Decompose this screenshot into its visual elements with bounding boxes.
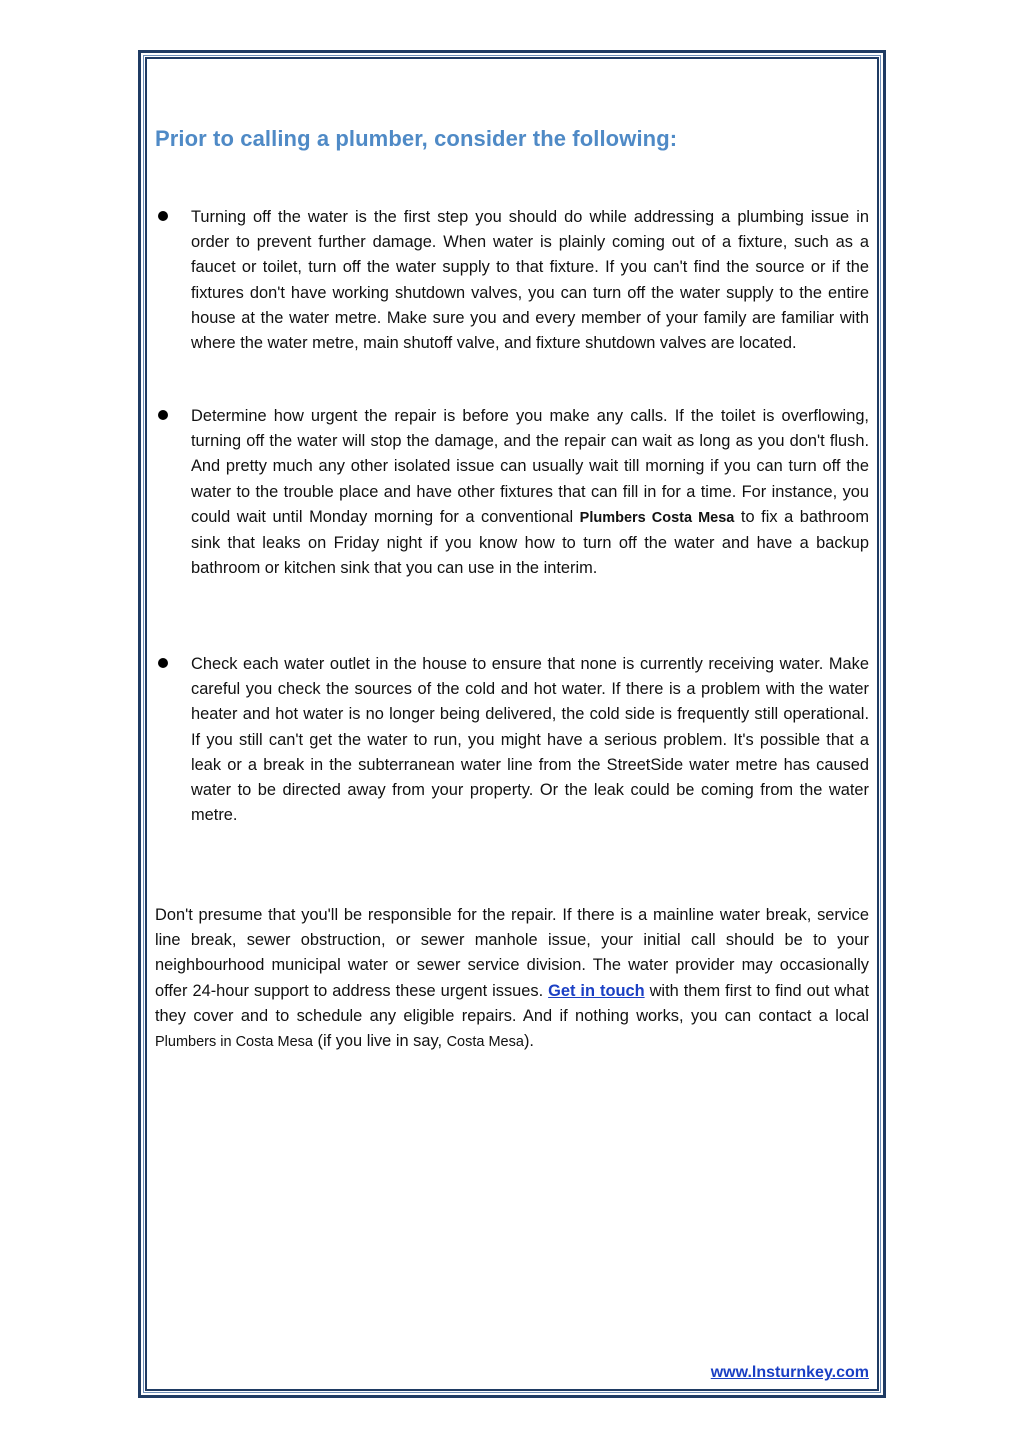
get-in-touch-link[interactable]: Get in touch [548, 981, 645, 1000]
bullet-icon [158, 211, 168, 221]
bullet-icon [158, 658, 168, 668]
costa-mesa-phrase: Costa Mesa [446, 1034, 524, 1051]
bullet-text [191, 404, 869, 581]
closing-text-end: ). [523, 1032, 534, 1051]
closing-text-before: Don't presume that you'll be responsible for the repair. If there is a mainline water break, service line break, sewer obstruction, or sewer manhole issue, your initial call should be to your neighbourhood municipal water or sewer service division. The water provider may occasionally offer 24-hour support to address these urgent issues. [155, 906, 869, 1000]
closing-text-paren: (if you live in say, [312, 1032, 447, 1051]
bullet-icon [158, 410, 168, 420]
bullet-text: Check each water outlet in the house to ensure that none is currently receiving water. Make careful you check the sources of the cold and hot water. If there is a problem with the water heater and hot water is no longer being delivered, the cold side is frequently still operational. If you still can't get the water to run, you might have a serious problem. It's possible that a leak or a break in the subterranean water line from the StreetSide water metre has caused water to be directed away from your property. Or the leak could be coming from the water metre. [191, 655, 869, 825]
footer-website-link[interactable]: www.lnsturnkey.com [710, 1364, 869, 1381]
bullet-text-after: to fix a bathroom sink that leaks on Friday night if you know how to turn off the water and have a backup bathroom or kitchen sink that you can use in the interim. [191, 507, 869, 578]
closing-text-middle: with them first to find out what they cover and to schedule any eligible repairs. And if nothing works, you can contact a local [155, 981, 870, 1025]
closing-paragraph [155, 903, 869, 1055]
plumbers-in-costa-mesa-phrase: Plumbers in Costa Mesa [155, 1034, 313, 1051]
plumbers-costa-mesa-phrase: Plumbers Costa Mesa [579, 509, 735, 526]
bullet-text-before: Determine how urgent the repair is before you make any calls. If the toilet is overflowing, turning off the water will stop the damage, and the repair can wait as long as you don't flush. And pretty much any other isolated issue can usually wait till morning if you can turn off the water to the trouble place and have other fixtures that can fill in for a time. For instance, you could wait until Monday morning for a conventional [191, 407, 869, 526]
page-title: Prior to calling a plumber, consider the following: [155, 126, 678, 151]
bullet-text: Turning off the water is the first step you should do while addressing a plumbing issue in order to prevent further damage. When water is plainly coming out of a fixture, such as a faucet or toilet, turn off the water supply to that fixture. If you can't find the source or if the fixtures don't have working shutdown valves, you can turn off the water supply to the entire house at the water metre. Make sure you and every member of your family are familiar with where the water metre, main shutoff valve, and fixture shutdown valves are located. [191, 208, 869, 353]
